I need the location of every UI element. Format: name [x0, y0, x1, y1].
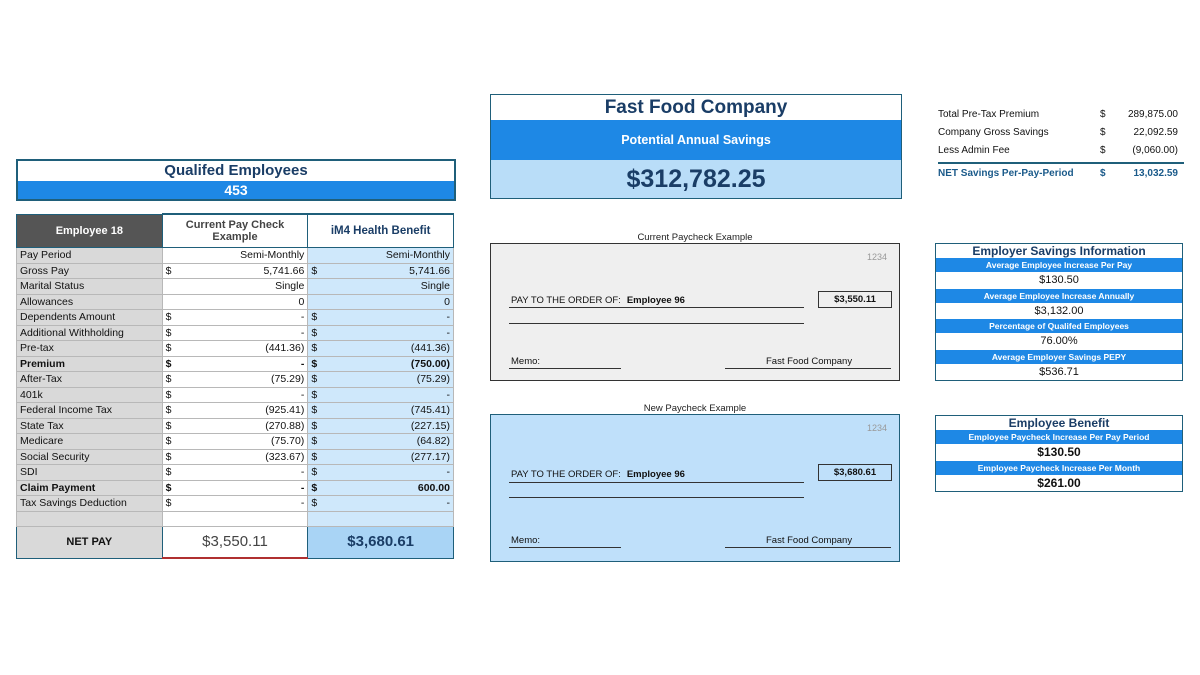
amount-value: - — [300, 326, 305, 339]
new-cell — [308, 434, 454, 450]
amount-value: - — [446, 497, 450, 510]
table-row — [17, 263, 454, 279]
table-row — [17, 465, 454, 481]
table-row — [17, 434, 454, 450]
new-cell — [308, 356, 454, 372]
amount-value: Single — [275, 280, 305, 293]
summary-amount: 289,875.00 — [1127, 109, 1178, 120]
new-cell — [308, 310, 454, 326]
new-cell — [308, 511, 454, 527]
amount-value: - — [300, 311, 305, 324]
info-label: Employee Paycheck Increase Per Month — [936, 461, 1182, 475]
amount-value: - — [300, 466, 305, 479]
table-row — [17, 310, 454, 326]
employer-savings-box — [935, 243, 1183, 381]
amount-value: 0 — [298, 295, 305, 308]
new-cell — [308, 449, 454, 465]
dollar-sign: $ — [311, 264, 318, 277]
amount-value: (925.41) — [265, 404, 305, 417]
signature-line — [725, 368, 891, 369]
table-row — [17, 248, 454, 264]
amount-value: (75.29) — [416, 373, 450, 386]
cur-cell — [162, 511, 308, 527]
amount-value: - — [300, 481, 305, 494]
new-cell — [308, 480, 454, 496]
table-row — [17, 480, 454, 496]
label-cell: Pay Period — [17, 248, 163, 264]
amount-words-line — [509, 323, 804, 324]
table-row — [17, 449, 454, 465]
dollar-sign: $ — [311, 466, 318, 479]
amount-value: 5,741.66 — [409, 264, 450, 277]
amount-value: Single — [420, 280, 450, 293]
pay-to-line — [511, 295, 685, 306]
cur-cell — [162, 294, 308, 310]
amount-value: (745.41) — [410, 404, 450, 417]
label-cell: Claim Payment — [17, 480, 163, 496]
label-cell: Dependents Amount — [17, 310, 163, 326]
label-cell: Medicare — [17, 434, 163, 450]
label-cell: Federal Income Tax — [17, 403, 163, 419]
amount-value: (270.88) — [265, 419, 305, 432]
dollar-sign: $ — [311, 419, 318, 432]
label-cell: Social Security — [17, 449, 163, 465]
im4-benefit-header: iM4 Health Benefit — [308, 214, 454, 248]
dollar-sign: $ — [165, 419, 172, 432]
label-cell — [17, 511, 163, 527]
info-label: Employee Paycheck Increase Per Pay Period — [936, 430, 1182, 444]
amount-value: 600.00 — [417, 481, 450, 494]
new-cell — [308, 418, 454, 434]
summary-amount: (9,060.00) — [1132, 145, 1178, 156]
check-number: 1234 — [866, 252, 887, 262]
qualified-employees-count: 453 — [18, 181, 454, 199]
amount-value: Semi-Monthly — [240, 249, 305, 262]
dollar-sign: $ — [165, 404, 172, 417]
cur-cell — [162, 356, 308, 372]
cur-cell — [162, 496, 308, 512]
info-label: Average Employee Increase Per Pay — [936, 258, 1182, 272]
qualified-employees-box — [16, 159, 456, 201]
table-row — [17, 325, 454, 341]
net-savings-row — [938, 164, 1184, 184]
new-cell — [308, 403, 454, 419]
employee-header: Employee 18 — [17, 214, 163, 248]
table-row — [17, 496, 454, 512]
dollar-sign: $ — [311, 497, 318, 510]
table-row — [17, 372, 454, 388]
new-cell — [308, 294, 454, 310]
employer-savings-items — [936, 258, 1182, 380]
dollar-sign: $ — [165, 357, 172, 370]
new-cell — [308, 325, 454, 341]
summary-label: Company Gross Savings — [938, 127, 1049, 138]
amount-value: (441.36) — [265, 342, 305, 355]
savings-summary — [938, 106, 1184, 184]
new-cell — [308, 341, 454, 357]
summary-amount: 22,092.59 — [1133, 127, 1178, 138]
pay-to-label: PAY TO THE ORDER OF: — [511, 469, 621, 480]
net-pay-current: $3,550.11 — [162, 527, 308, 559]
dollar-sign: $ — [165, 450, 172, 463]
dollar-sign: $ — [311, 435, 318, 448]
label-cell: Tax Savings Deduction — [17, 496, 163, 512]
summary-row — [938, 142, 1184, 160]
label-cell: Marital Status — [17, 279, 163, 295]
company-name: Fast Food Company — [491, 95, 901, 120]
amount-value: Semi-Monthly — [385, 249, 450, 262]
cur-cell — [162, 387, 308, 403]
info-value: $261.00 — [936, 475, 1182, 492]
table-row — [17, 418, 454, 434]
amount-value: 0 — [444, 295, 450, 308]
label-cell: Gross Pay — [17, 263, 163, 279]
table-row — [17, 279, 454, 295]
memo-line — [509, 368, 621, 369]
table-row — [17, 387, 454, 403]
amount-value: - — [446, 311, 450, 324]
dollar-sign: $ — [165, 481, 172, 494]
check-number: 1234 — [866, 423, 887, 433]
company-savings-box — [490, 94, 902, 199]
amount-value: - — [446, 466, 450, 479]
cur-cell — [162, 418, 308, 434]
table-row — [17, 403, 454, 419]
info-label: Average Employee Increase Annually — [936, 289, 1182, 303]
amount-value: (64.82) — [416, 435, 450, 448]
cur-cell — [162, 480, 308, 496]
summary-label: Less Admin Fee — [938, 145, 1010, 156]
new-cell — [308, 372, 454, 388]
info-label: Average Employer Savings PEPY — [936, 350, 1182, 364]
cur-cell — [162, 263, 308, 279]
summary-row — [938, 124, 1184, 142]
amount-value: - — [300, 357, 305, 370]
info-value: $536.71 — [936, 364, 1182, 381]
cur-cell — [162, 279, 308, 295]
cur-cell — [162, 403, 308, 419]
amount-value: - — [300, 388, 305, 401]
signer-name: Fast Food Company — [766, 535, 853, 546]
net-savings-label: NET Savings Per-Pay-Period — [938, 168, 1074, 179]
label-cell: Additional Withholding — [17, 325, 163, 341]
dollar-sign: $ — [311, 373, 318, 386]
new-cell — [308, 279, 454, 295]
net-savings-amount: 13,032.59 — [1133, 168, 1178, 179]
dollar-sign: $ — [311, 311, 318, 324]
cur-cell — [162, 372, 308, 388]
info-label: Percentage of Qualifed Employees — [936, 319, 1182, 333]
dollar-sign: $ — [165, 373, 172, 386]
label-cell: Pre-tax — [17, 341, 163, 357]
dollar-sign: $ — [165, 497, 172, 510]
dollar-sign: $ — [165, 264, 172, 277]
label-cell: SDI — [17, 465, 163, 481]
payee-name: Employee 96 — [626, 295, 685, 306]
paycheck-comparison-table — [16, 213, 454, 559]
current-pay-header: Current Pay Check Example — [162, 214, 308, 248]
amount-value: (441.36) — [410, 342, 450, 355]
dollar-sign: $ — [311, 404, 318, 417]
amount-value: 5,741.66 — [263, 264, 305, 277]
check-amount: $3,680.61 — [818, 464, 892, 481]
new-cell — [308, 248, 454, 264]
amount-value: (75.70) — [271, 435, 305, 448]
new-check-title: New Paycheck Example — [643, 403, 747, 414]
table-row — [17, 356, 454, 372]
potential-savings-value: $312,782.25 — [491, 160, 901, 198]
cur-cell — [162, 310, 308, 326]
net-savings-dollar: $ — [1100, 168, 1106, 179]
cur-cell — [162, 449, 308, 465]
info-value: $130.50 — [936, 272, 1182, 289]
amount-value: (750.00) — [410, 357, 450, 370]
amount-value: (277.17) — [410, 450, 450, 463]
table-header-row — [17, 214, 454, 248]
new-paycheck — [490, 414, 900, 562]
table-row — [17, 294, 454, 310]
summary-dollar: $ — [1100, 109, 1106, 120]
net-pay-row — [17, 527, 454, 559]
memo-line — [509, 547, 621, 548]
table-body — [17, 248, 454, 527]
table-row — [17, 511, 454, 527]
current-check-title: Current Paycheck Example — [637, 232, 753, 243]
signer-name: Fast Food Company — [766, 356, 853, 367]
pay-to-line — [511, 469, 685, 480]
cur-cell — [162, 465, 308, 481]
amount-value: - — [446, 326, 450, 339]
summary-label: Total Pre-Tax Premium — [938, 109, 1040, 120]
summary-dollar: $ — [1100, 145, 1106, 156]
employee-benefit-title: Employee Benefit — [936, 416, 1182, 430]
dollar-sign: $ — [165, 342, 172, 355]
summary-dollar: $ — [1100, 127, 1106, 138]
info-value: 76.00% — [936, 333, 1182, 350]
new-cell — [308, 496, 454, 512]
employee-benefit-items — [936, 430, 1182, 491]
summary-rows — [938, 106, 1184, 160]
payee-name: Employee 96 — [626, 469, 685, 480]
amount-value: (75.29) — [271, 373, 305, 386]
dollar-sign: $ — [165, 435, 172, 448]
net-pay-label: NET PAY — [17, 527, 163, 559]
net-pay-new: $3,680.61 — [308, 527, 454, 559]
pay-to-label: PAY TO THE ORDER OF: — [511, 295, 621, 306]
payee-line — [509, 482, 804, 483]
dollar-sign: $ — [311, 481, 318, 494]
qualified-employees-title: Qualifed Employees — [18, 161, 454, 181]
info-value: $3,132.00 — [936, 303, 1182, 320]
amount-words-line — [509, 497, 804, 498]
memo-label: Memo: — [511, 535, 541, 546]
signature-line — [725, 547, 891, 548]
amount-value: - — [446, 388, 450, 401]
cur-cell — [162, 325, 308, 341]
amount-value: (323.67) — [265, 450, 305, 463]
dollar-sign: $ — [165, 466, 172, 479]
label-cell: State Tax — [17, 418, 163, 434]
dollar-sign: $ — [311, 357, 318, 370]
summary-row — [938, 106, 1184, 124]
dollar-sign: $ — [311, 342, 318, 355]
label-cell: Allowances — [17, 294, 163, 310]
new-cell — [308, 263, 454, 279]
info-value: $130.50 — [936, 444, 1182, 461]
check-amount: $3,550.11 — [818, 291, 892, 308]
potential-savings-label: Potential Annual Savings — [491, 120, 901, 160]
dollar-sign: $ — [165, 326, 172, 339]
dollar-sign: $ — [311, 388, 318, 401]
memo-label: Memo: — [511, 356, 541, 367]
employer-savings-title: Employer Savings Information — [936, 244, 1182, 258]
new-cell — [308, 387, 454, 403]
payee-line — [509, 307, 804, 308]
employee-benefit-box — [935, 415, 1183, 492]
cur-cell — [162, 434, 308, 450]
amount-value: - — [300, 497, 305, 510]
new-cell — [308, 465, 454, 481]
label-cell: 401k — [17, 387, 163, 403]
table-row — [17, 341, 454, 357]
amount-value: (227.15) — [410, 419, 450, 432]
current-paycheck — [490, 243, 900, 381]
dollar-sign: $ — [165, 311, 172, 324]
dollar-sign: $ — [311, 326, 318, 339]
cur-cell — [162, 248, 308, 264]
dollar-sign: $ — [165, 388, 172, 401]
dollar-sign: $ — [311, 450, 318, 463]
label-cell: After-Tax — [17, 372, 163, 388]
cur-cell — [162, 341, 308, 357]
label-cell: Premium — [17, 356, 163, 372]
